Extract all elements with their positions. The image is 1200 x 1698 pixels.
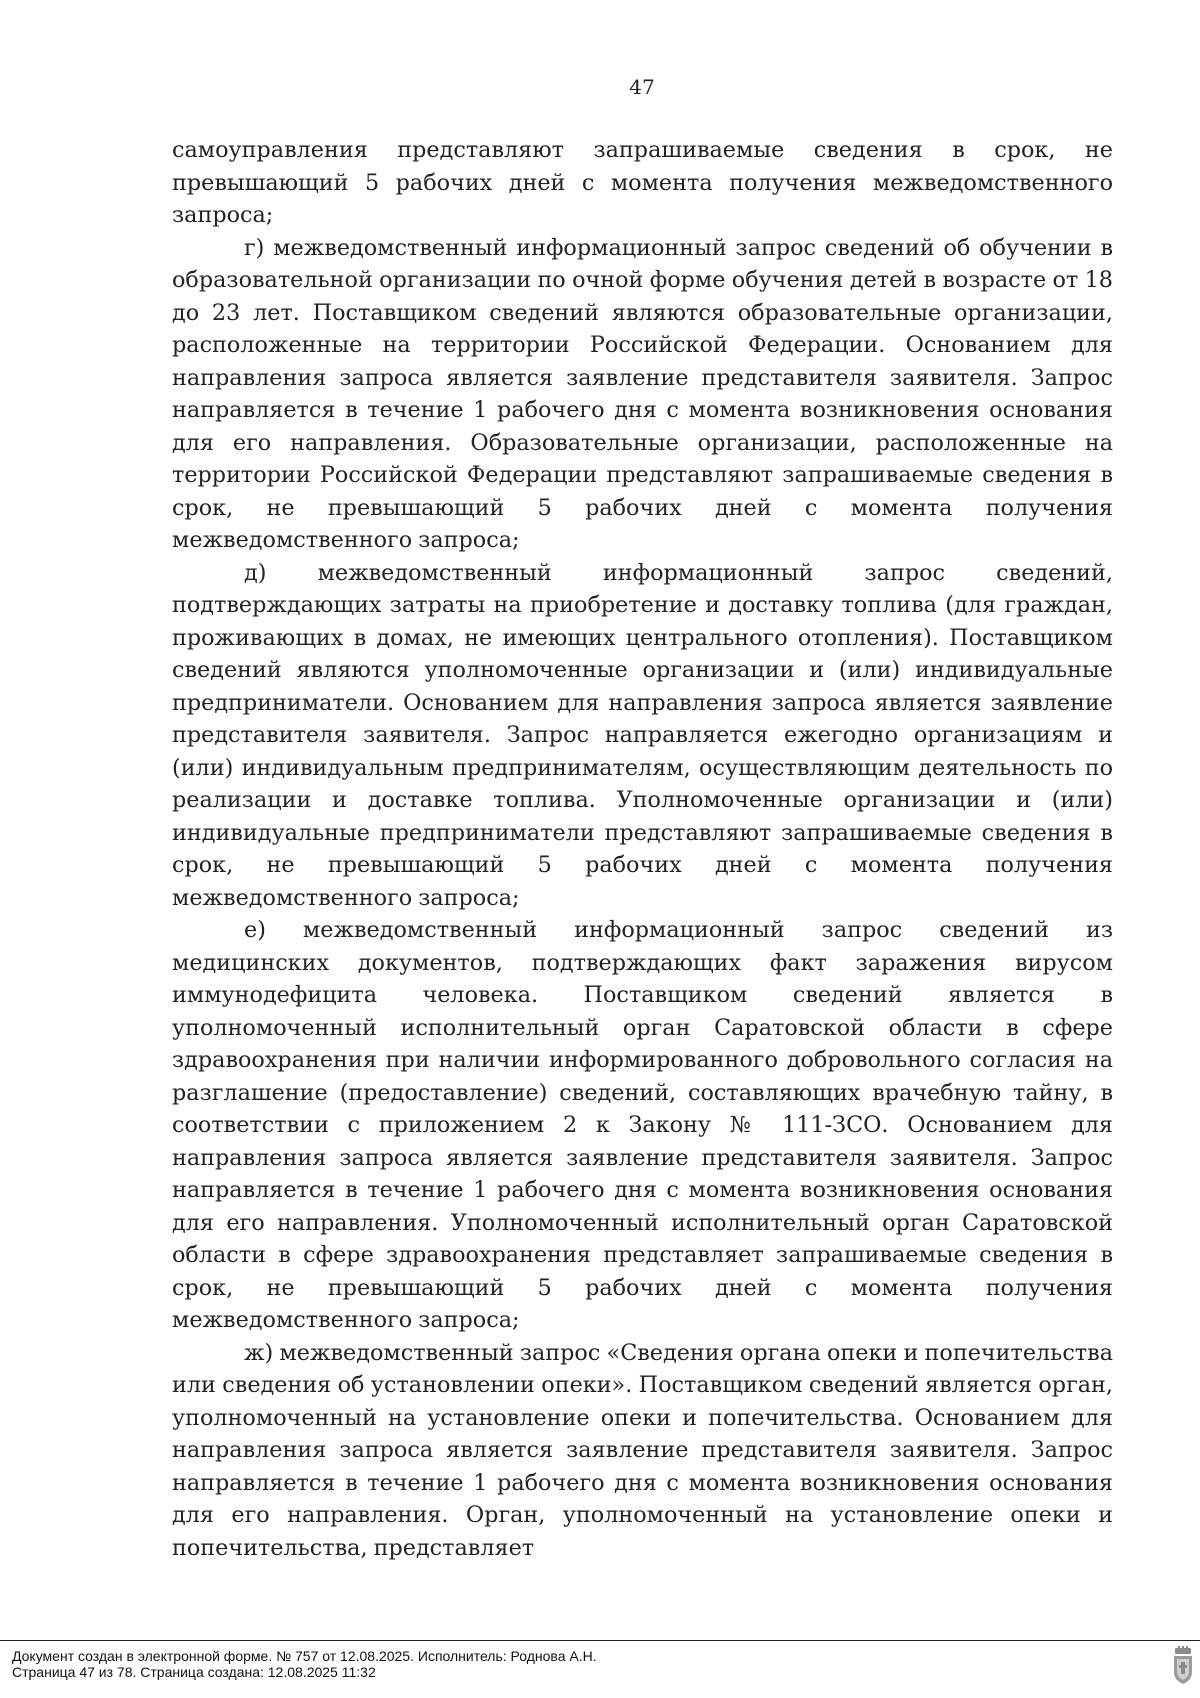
footer-document-info: Документ создан в электронной форме. № 757 от 12.08.2025. Исполнитель: Роднова А.Н. — [12, 1648, 597, 1664]
footer-page-info: Страница 47 из 78. Страница создана: 12.08.2025 11:32 — [12, 1664, 376, 1680]
coat-of-arms-icon — [1172, 1646, 1194, 1686]
paragraph-continuation: самоуправления представляют запрашиваемые сведения в срок, не превышающий 5 рабочих дней с момента получения межведомственного запроса; — [172, 137, 1113, 228]
paragraph-item-g: г) межведомственный информационный запрос сведений об обучении в образовательной организации по очной форме обучения детей в возрасте от 18 до 23 лет. Поставщиком сведений являются образовательные организации, расположенные на территории Российской Федерации. Основанием для направления запроса является заявление представителя заявителя. Запрос направляется в течение 1 рабочего дня с момента возникновения основания для его направления. Образовательные организации, расположенные на территории Российской Федерации представляют запрашиваемые сведения в срок, не превышающий 5 рабочих дней с момента получения межведомственного запроса; — [172, 234, 1113, 553]
document-body — [172, 134, 1113, 1564]
document-footer — [0, 1640, 1200, 1698]
footer-divider — [0, 1640, 1200, 1641]
paragraph-item-d: д) межведомственный информационный запрос сведений, подтверждающих затраты на приобретение и доставку топлива (для граждан, проживающих в домах, не имеющих центрального отопления). Поставщиком сведений являются уполномоченные организации и (или) индивидуальные предприниматели. Основанием для направления запроса является заявление представителя заявителя. Запрос направляется ежегодно организациям и (или) индивидуальным предпринимателям, осуществляющим деятельность по реализации и доставке топлива. Уполномоченные организации и (или) индивидуальные предприниматели представляют запрашиваемые сведения в срок, не превышающий 5 рабочих дней с момента получения межведомственного запроса; — [172, 559, 1113, 911]
page-number: 47 — [629, 75, 655, 99]
paragraph-item-e: е) межведомственный информационный запрос сведений из медицинских документов, подтверждающих факт заражения вирусом иммунодефицита человека. Поставщиком сведений является в уполномоченный исполнительный орган Саратовской области в сфере здравоохранения при наличии информированного добровольного согласия на разглашение (предоставление) сведений, составляющих врачебную тайну, в соответствии с приложением 2 к Закону № 111-ЗСО. Основанием для направления запроса является заявление представителя заявителя. Запрос направляется в течение 1 рабочего дня с момента возникновения основания для его направления. Уполномоченный исполнительный орган Саратовской области в сфере здравоохранения представляет запрашиваемые сведения в срок, не превышающий 5 рабочих дней с момента получения межведомственного запроса; — [172, 917, 1113, 1333]
paragraph-item-zh: ж) межведомственный запрос «Сведения органа опеки и попечительства или сведения об установлении опеки». Поставщиком сведений является орган, уполномоченный на установление опеки и попечительства. Основанием для направления запроса является заявление представителя заявителя. Запрос направляется в течение 1 рабочего дня с момента возникновения основания для его направления. Орган, уполномоченный на установление опеки и попечительства, представляет — [172, 1339, 1113, 1561]
